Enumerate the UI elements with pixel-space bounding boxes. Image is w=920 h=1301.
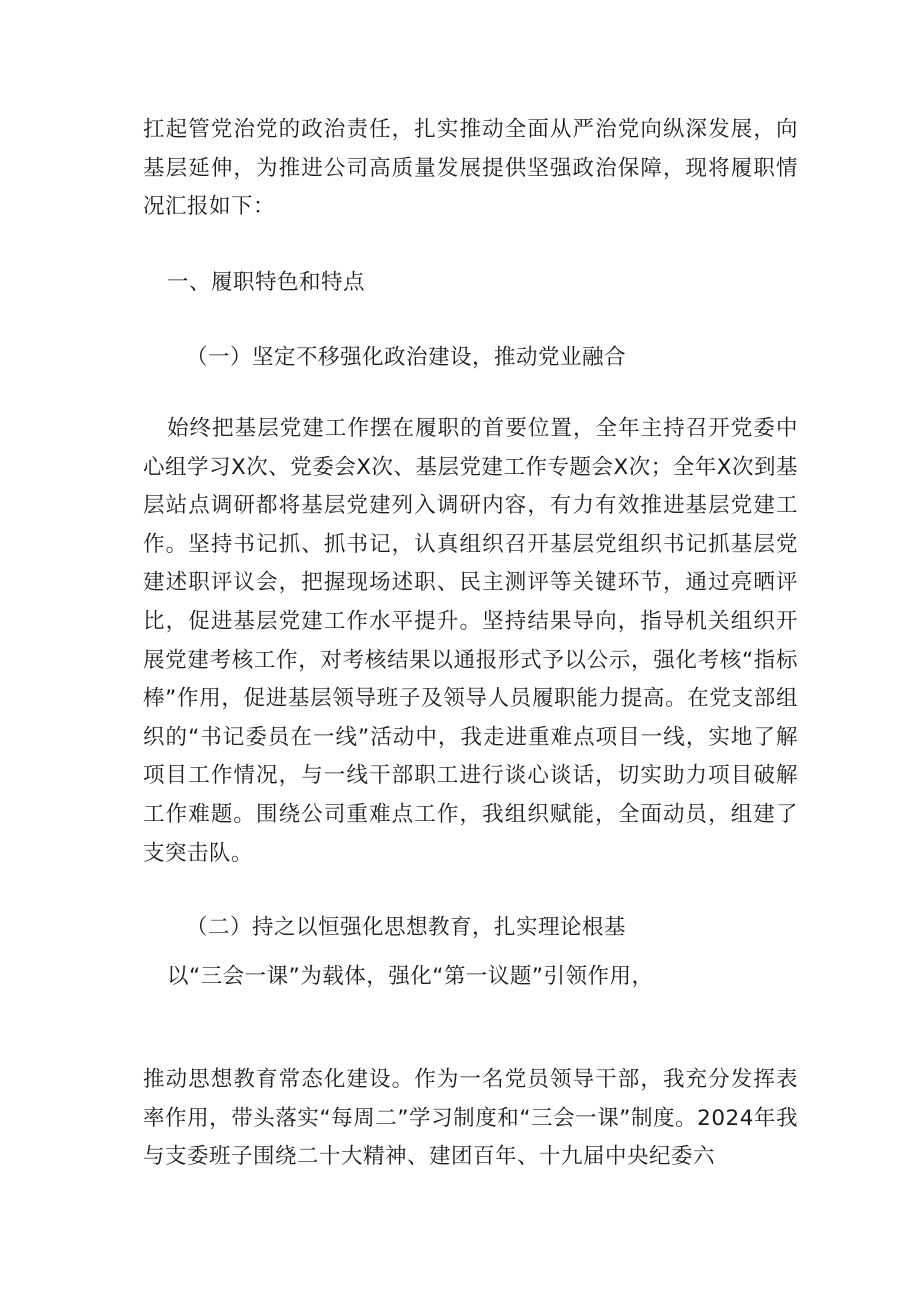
political-building-paragraph: 始终把基层党建工作摆在履职的首要位置，全年主持召开党委中心组学习X次、党委会X次、基层党建工作专题会X次；全年X次到基层站点调研都将基层党建列入调研内容，有力有效推进基层党建工作。坚持书记抓、抓书记，认真组织召开基层党组织书记抓基层党建述职评议会，把握现场述职、民主测评等关键环节，通过亮晒评比，促进基层党建工作水平提升。坚持结果导向，指导机关组织开展党建考核工作，对考核结果以通报形式予以公示，强化考核“指标棒”作用，促进基层领导班子及领导人员履职能力提高。在党支部组织的“书记委员在一线”活动中，我走进重难点项目一线，实地了解项目工作情况，与一线干部职工进行谈心谈话，切实助力项目破解工作难题。围绕公司重难点工作，我组织赋能，全面动员，组建了支突击队。: [143, 416, 798, 866]
subsection-heading-ideological-education: （二）持之以恒强化思想教育，扎实理论根基: [186, 915, 627, 940]
intro-paragraph: 扛起管党治党的政治责任，扎实推动全面从严治党向纵深发展，向基层延伸，为推进公司高质量发展提供坚强政治保障，现将履职情况汇报如下：: [143, 117, 798, 220]
ideological-education-paragraph: 推动思想教育常态化建设。作为一名党员领导干部，我充分发挥表率作用，带头落实“每周二”学习制度和“三会一课”制度。2024年我与支委班子围绕二十大精神、建团百年、十九届中央纪委六: [143, 1067, 798, 1170]
ideological-education-lead-line: 以“三会一课”为载体，强化“第一议题”引领作用，: [167, 964, 654, 989]
section-heading: 一、履职特色和特点: [167, 270, 366, 295]
subsection-heading-political-building: （一）坚定不移强化政治建设，推动党业融合: [186, 345, 627, 370]
